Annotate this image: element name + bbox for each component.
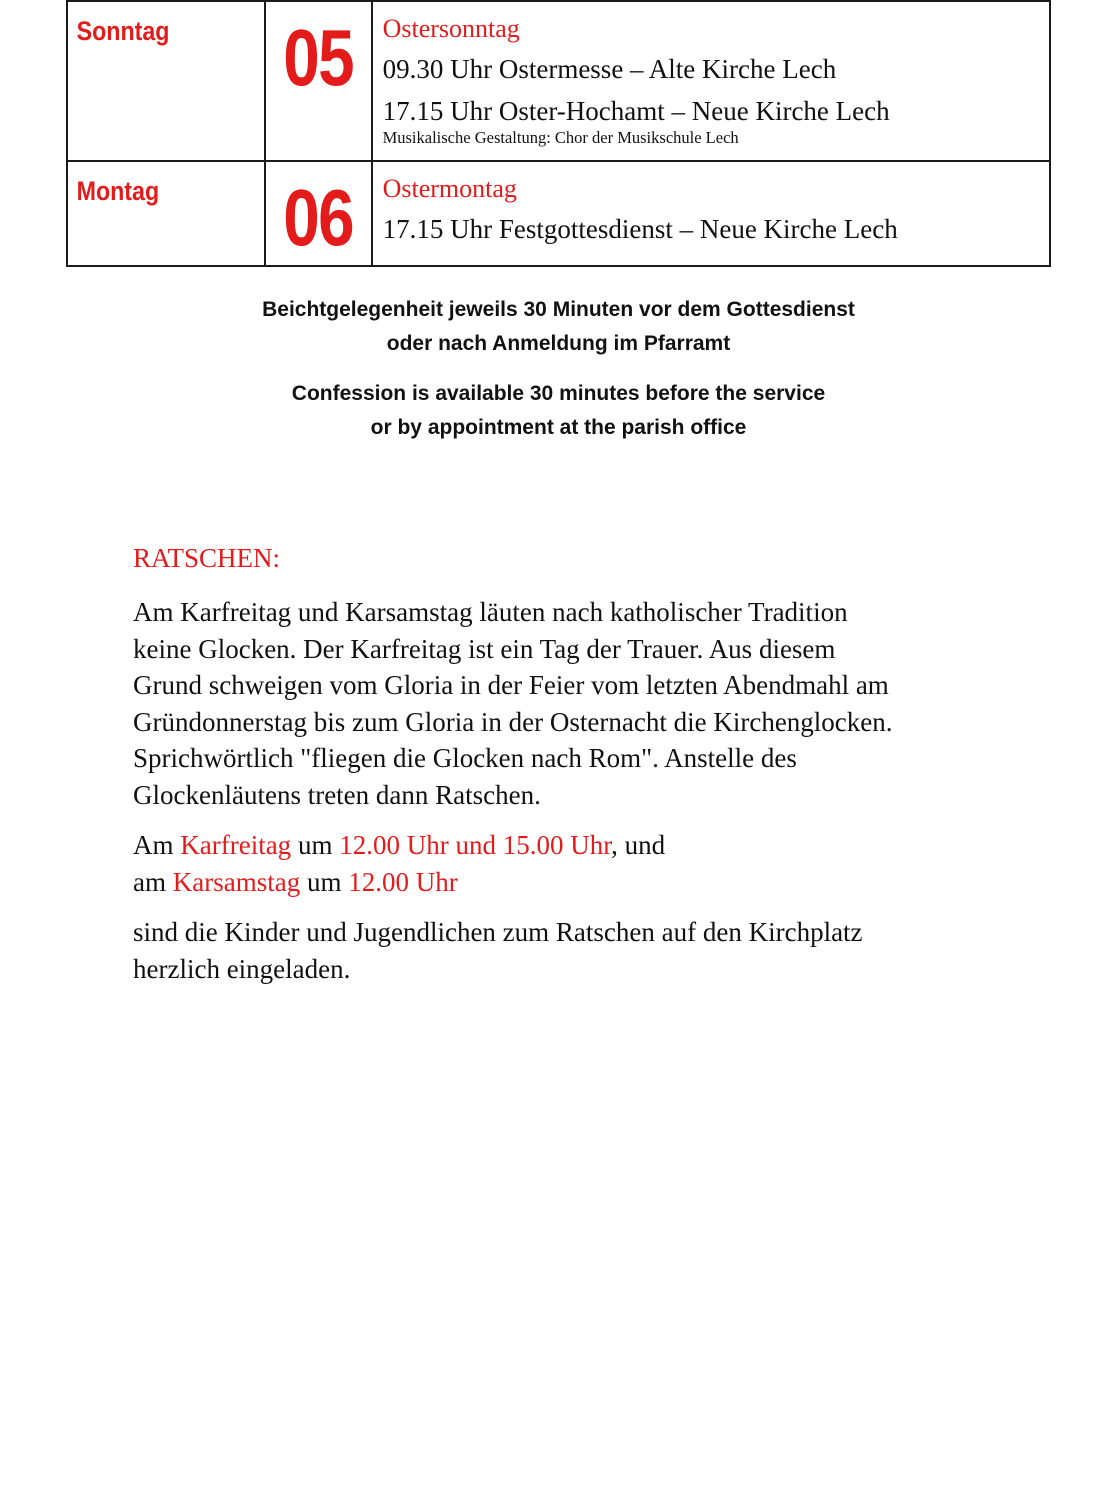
easter-schedule-table	[66, 0, 1051, 267]
day-number: 05	[283, 13, 354, 102]
text-fragment: um	[300, 866, 349, 897]
paragraph-line: keine Glocken. Der Karfreitag ist ein Tag der Trauer. Aus diesem	[133, 633, 836, 664]
closing-paragraph	[133, 914, 1053, 987]
events-cell	[372, 161, 1050, 266]
paragraph-line: Am Karfreitag und Karsamstag läuten nach katholischer Tradition	[133, 597, 848, 627]
text-fragment: um	[291, 830, 340, 860]
paragraph-line: Glockenläutens treten dann Ratschen.	[133, 779, 541, 810]
highlight-day: Karfreitag	[180, 830, 292, 860]
day-cell	[67, 161, 265, 266]
event-title: Ostersonntag	[382, 14, 520, 43]
date-cell	[265, 161, 371, 266]
confession-line: oder nach Anmeldung im Pfarramt	[386, 332, 731, 355]
highlight-time: 12.00 Uhr und 15.00 Uhr	[339, 830, 612, 860]
day-cell	[67, 1, 265, 161]
highlight-day: Karsamstag	[172, 866, 301, 897]
event-line: 17.15 Uhr Festgottesdienst – Neue Kirche Lech	[382, 214, 898, 244]
day-label: Sonntag	[76, 16, 170, 46]
event-line: 17.15 Uhr Oster-Hochamt – Neue Kirche Lech	[382, 96, 890, 126]
confession-line: Confession is available 30 minutes before the service	[291, 382, 826, 405]
highlight-time: 12.00 Uhr	[348, 866, 458, 897]
day-number: 06	[283, 173, 354, 262]
section-heading: RATSCHEN:	[133, 543, 281, 573]
events-cell	[372, 1, 1050, 161]
paragraph-line: sind die Kinder und Jugendlichen zum Ratschen auf den Kirchplatz	[133, 917, 863, 947]
times-line	[133, 864, 1053, 901]
times-paragraph	[133, 827, 1053, 900]
day-label: Montag	[76, 176, 160, 206]
date-cell	[265, 1, 371, 161]
confession-english	[0, 377, 1117, 445]
times-line	[133, 827, 1053, 864]
text-fragment: Am	[133, 830, 181, 860]
event-note: Musikalische Gestaltung: Chor der Musikschule Lech	[382, 128, 739, 147]
event-title: Ostermontag	[382, 174, 517, 203]
event-line: 09.30 Uhr Ostermesse – Alte Kirche Lech	[382, 54, 837, 84]
confession-german	[0, 293, 1117, 361]
paragraph-line: Sprichwörtlich "fliegen die Glocken nach Rom". Anstelle des	[133, 743, 797, 773]
schedule-row-monday	[67, 161, 1050, 266]
schedule-row-sunday	[67, 1, 1050, 161]
paragraph-line: Grund schweigen vom Gloria in der Feier vom letzten Abendmahl am	[133, 670, 889, 700]
text-fragment: , und	[611, 830, 666, 860]
text-fragment: am	[133, 866, 173, 897]
paragraph-line: Gründonnerstag bis zum Gloria in der Osternacht die Kirchenglocken.	[133, 706, 893, 737]
paragraph-line: herzlich eingeladen.	[133, 953, 351, 984]
confession-line: Beichtgelegenheit jeweils 30 Minuten vor dem Gottesdienst	[262, 298, 855, 321]
ratschen-section	[133, 540, 1053, 1001]
confession-line: or by appointment at the parish office	[370, 416, 747, 439]
intro-paragraph	[133, 594, 1053, 813]
